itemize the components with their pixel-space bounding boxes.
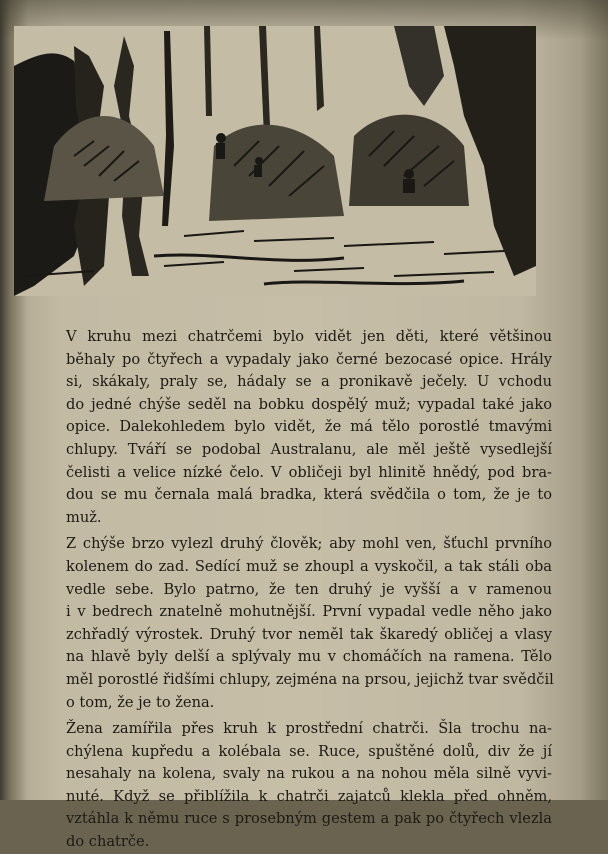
- text-line: do chatrče.: [66, 833, 150, 851]
- text-line: čelisti a velice nízké čelo. V obličeji byl hlinitě hnědý, pod bra-: [66, 463, 552, 481]
- text-line: měl porostlé řidšími chlupy, zejména na prsou, jejichž tvar svědčil: [66, 670, 554, 688]
- text-line: chlupy. Tváří se podobal Australanu, ale měl ještě vysedlejší: [66, 440, 552, 458]
- paragraph-2: [66, 533, 552, 714]
- text-line: nuté. Když se přiblížila k chatrči zajatců klekla před ohněm,: [66, 787, 552, 805]
- text-line: Z chýše brzo vylezl druhý člověk; aby mohl ven, šťuchl prvního: [66, 535, 552, 553]
- text-line: na hlavě byly delší a splývaly mu v chomáčích na ramena. Tělo: [66, 648, 552, 666]
- text-line: zchřadlý výrostek. Druhý tvor neměl tak škaredý obličej a vlasy: [66, 625, 552, 643]
- text-line: vedle sebe. Bylo patrno, že ten druhý je vyšší a v ramenou: [66, 580, 552, 598]
- paragraph-3: [66, 718, 552, 854]
- illustration-svg: [14, 26, 536, 296]
- text-line: opice. Dalekohledem bylo vidět, že má tělo porostlé tmavými: [66, 418, 552, 436]
- text-line: chýlena kupředu a kolébala se. Ruce, spuštěné dolů, div že jí: [66, 742, 552, 760]
- text-line: Žena zamířila přes kruh k prostřední chatrči. Šla trochu na-: [66, 720, 552, 738]
- text-line: vztáhla k němu ruce s prosebným gestem a pak po čtyřech vlezla: [66, 810, 552, 828]
- text-line: do jedné chýše seděl na bobku dospělý muž; vypadal také jako: [66, 395, 552, 413]
- body-text: [66, 326, 552, 854]
- text-line: běhaly po čtyřech a vypadaly jako černé bezocasé opice. Hrály: [66, 350, 552, 368]
- text-line: dou se mu černala malá bradka, která svědčila o tom, že je to: [66, 486, 552, 504]
- forest-village-sketch-icon: [14, 26, 536, 296]
- paragraph-1: [66, 326, 552, 529]
- text-line: muž.: [66, 508, 102, 526]
- text-line: i v bedrech znatelně mohutnější. První vypadal vedle něho jako: [66, 603, 552, 621]
- text-line: o tom, že je to žena.: [66, 693, 215, 711]
- text-line: kolenem do zad. Sedící muž se zhoupl a vyskočil, a tak stáli oba: [66, 557, 552, 575]
- text-line: si, skákaly, praly se, hádaly se a pronikavě ječely. U vchodu: [66, 373, 552, 391]
- text-line: nesahaly na kolena, svaly na rukou a na nohou měla silně vyvi-: [66, 765, 552, 783]
- text-line: V kruhu mezi chatrčemi bylo vidět jen děti, které většinou: [66, 328, 552, 345]
